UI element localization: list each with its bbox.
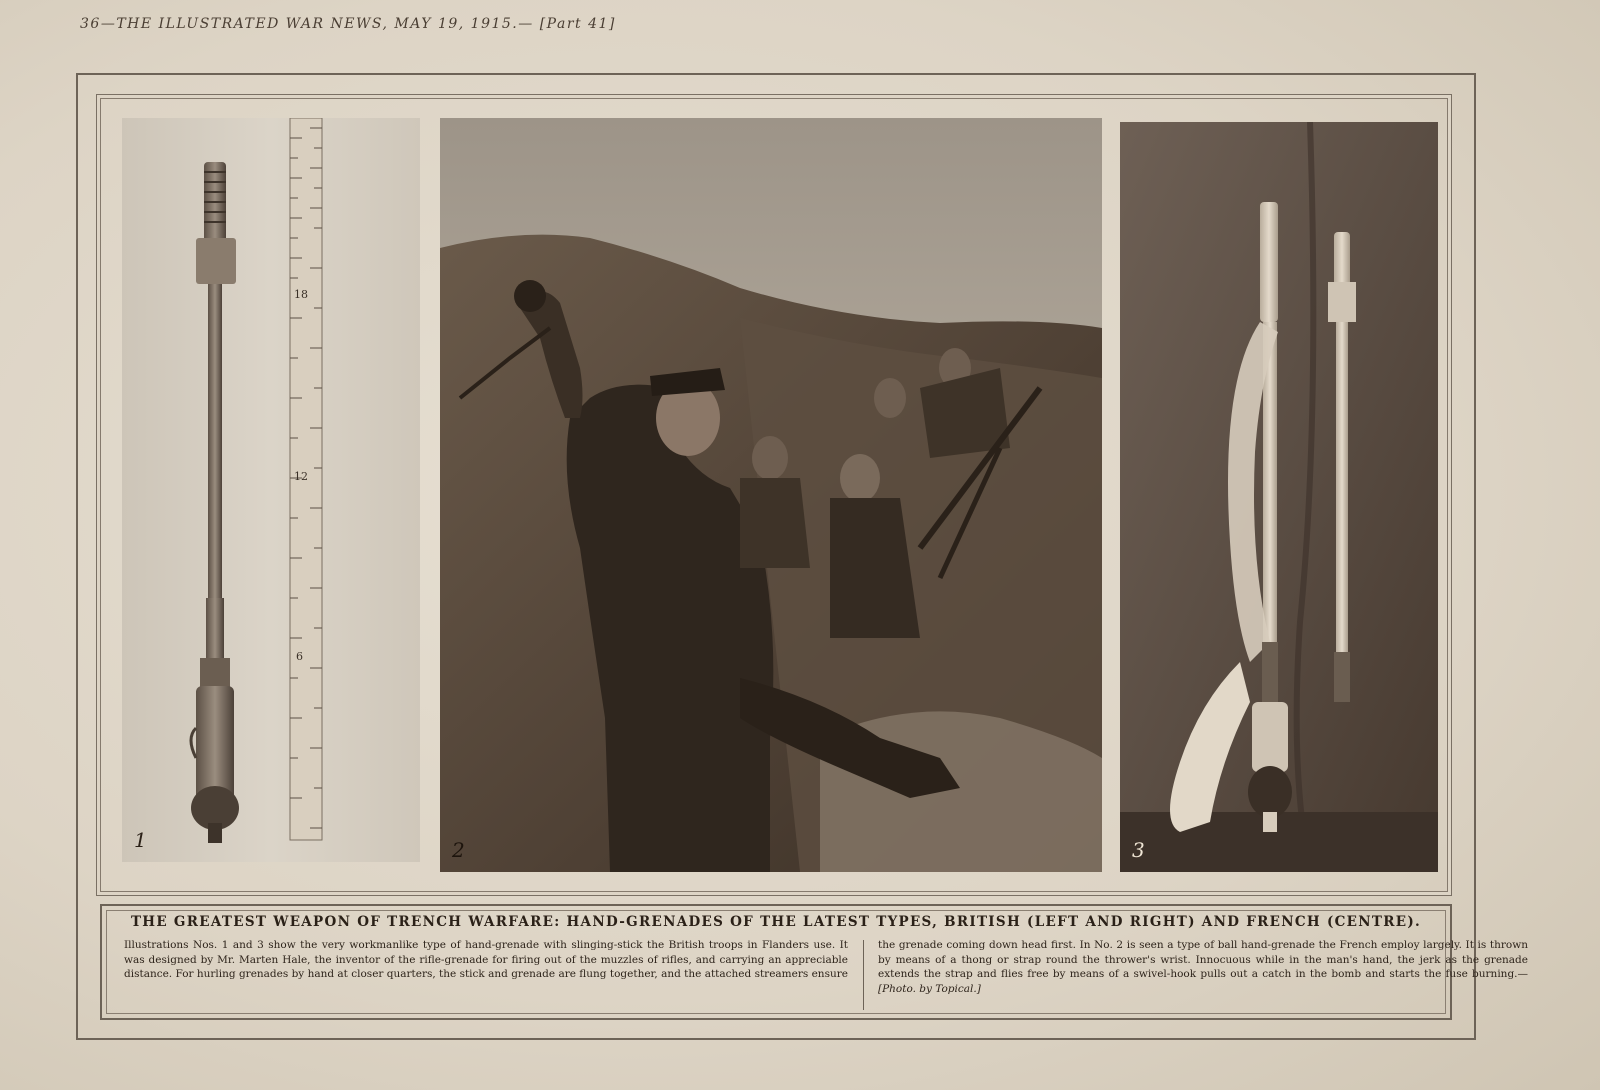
caption-divider (863, 940, 864, 1010)
photo-british-grenade-image (122, 118, 420, 862)
photo-british-grenade (122, 118, 420, 862)
ruler-mark-12: 12 (294, 470, 308, 483)
publication-line: THE ILLUSTRATED WAR NEWS, MAY 19, 1915.— (116, 16, 534, 32)
photo-french-trench (440, 118, 1102, 872)
ruler-mark-18: 18 (294, 288, 308, 301)
running-head: 36—THE ILLUSTRATED WAR NEWS, MAY 19, 1915.— [Part 41] (80, 16, 616, 32)
caption-left-column: Illustrations Nos. 1 and 3 show the very workmanlike type of hand-grenade with slinging-stick the British troops in Flanders use. It was designed by Mr. Marten Hale, the inventor of the rifle-grenade for firing out of the muzzles of rifles, and carrying an appreciable distance. For hurling grenades by hand at closer quarters, the stick and grenade are flung together, and the attached streamers ensure (124, 939, 848, 980)
photo-number-3: 3 (1132, 838, 1145, 862)
caption-right-column (878, 938, 1528, 996)
part-label: [Part 41] (539, 16, 616, 32)
photo-number-2: 2 (452, 838, 465, 862)
page-number: 36 (80, 16, 101, 32)
ruler-mark-6: 6 (296, 650, 303, 663)
caption-title: THE GREATEST WEAPON OF TRENCH WARFARE: HAND-GRENADES OF THE LATEST TYPES, BRITISH (LEFT AND RIGHT) AND FRENCH (CENTRE). (130, 914, 1422, 930)
photo-french-trench-image (440, 118, 1102, 872)
caption-right-text: the grenade coming down head first. In No. 2 is seen a type of ball hand-grenade the French employ largely. It is thrown by means of a thong or strap round the thrower's wrist. Innocuous while in the man's hand, the jerk as the grenade extends the strap and flies free by means of a swivel-hook pulls out a catch in the bomb and starts the fuse burning.— (878, 939, 1528, 980)
caption-box (100, 904, 1528, 1020)
photo-number-1: 1 (134, 828, 147, 852)
photo-credit: [Photo. by Topical.] (878, 982, 981, 995)
photo-british-grenades-cloth-image (1120, 122, 1438, 872)
photo-british-grenades-cloth (1120, 122, 1438, 872)
